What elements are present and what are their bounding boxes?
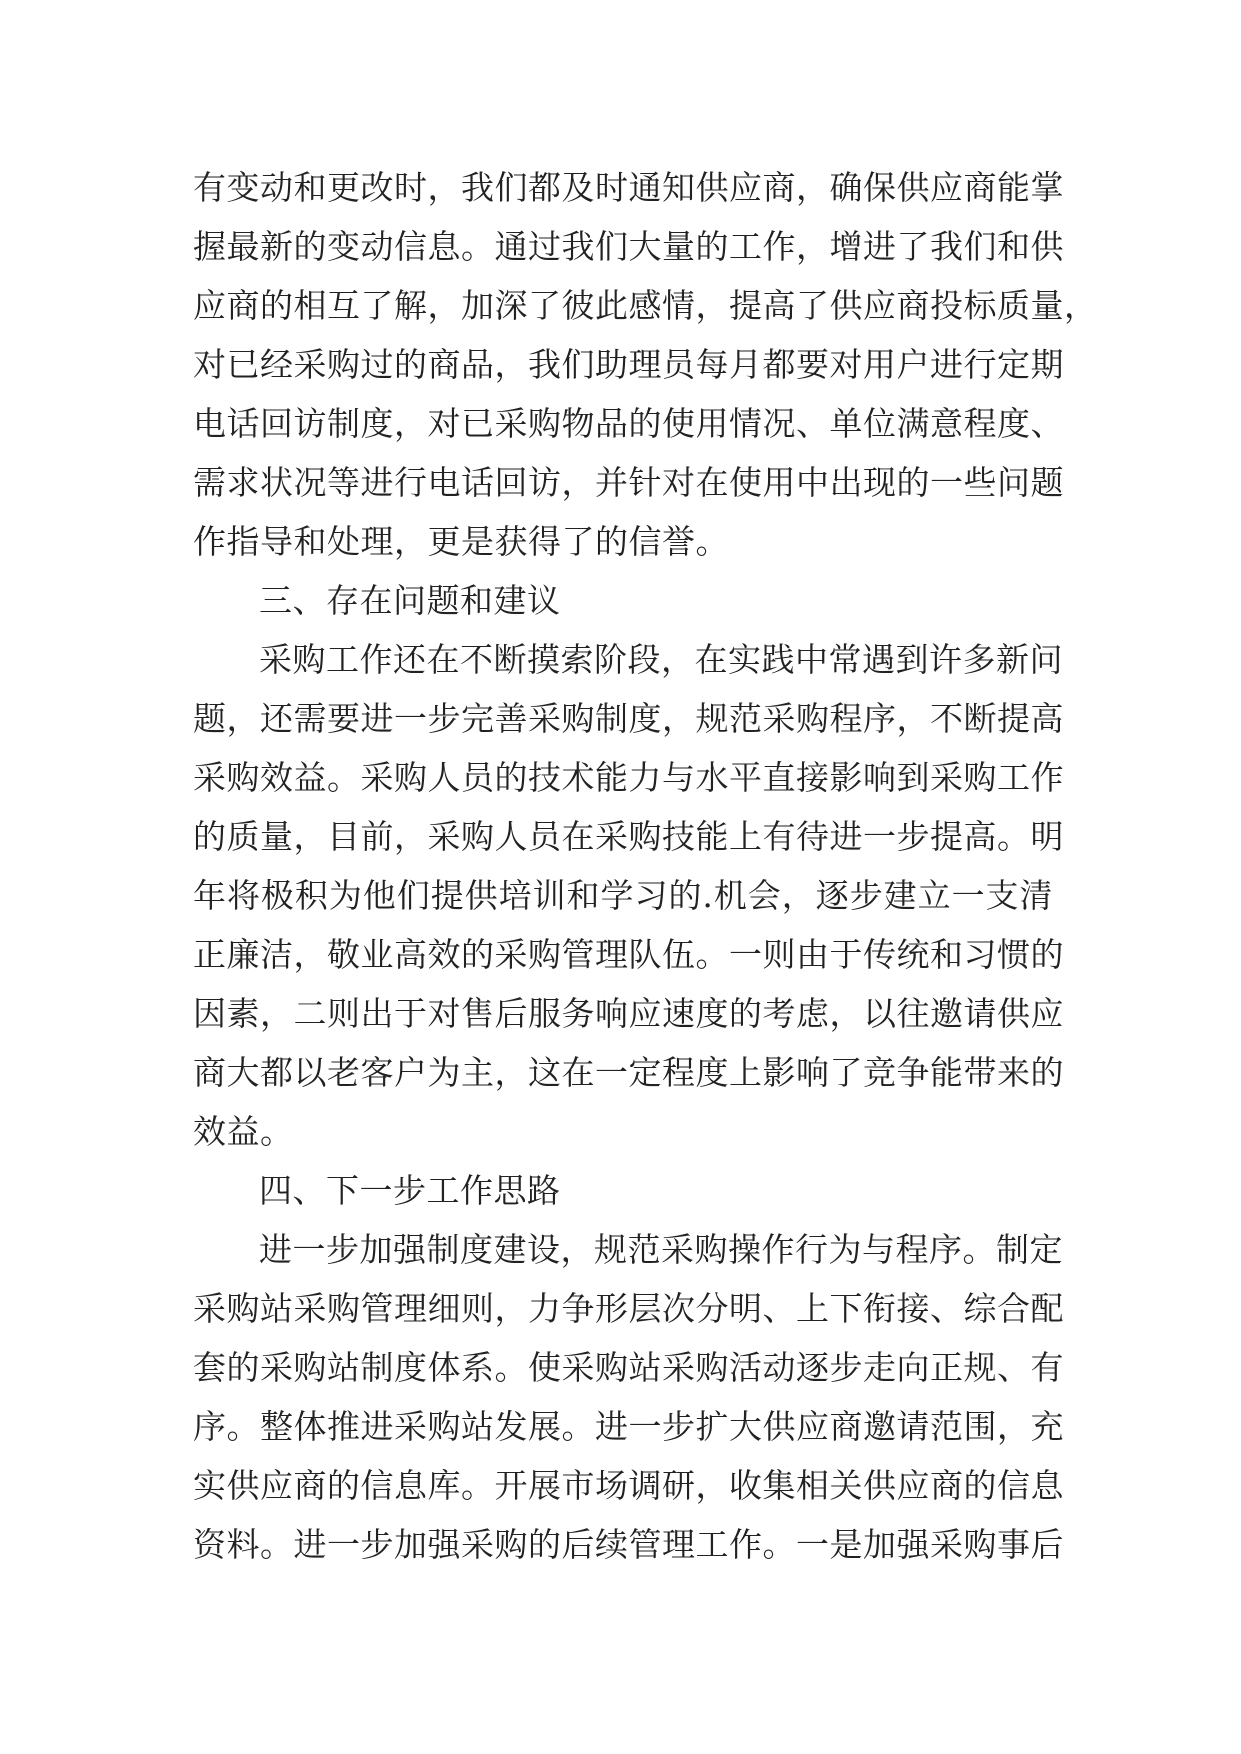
section-heading-4: 四、下一步工作思路 xyxy=(259,1171,561,1210)
text-line-10: 题，还需要进一步完善采购制度，规范采购程序，不断提高 xyxy=(193,699,1064,738)
text-line-23: 实供应商的信息库。开展市场调研，收集相关供应商的信息 xyxy=(193,1466,1064,1505)
text-line-17: 效益。 xyxy=(193,1112,294,1151)
text-line-6: 需求状况等进行电话回访，并针对在使用中出现的一些问题 xyxy=(193,463,1064,502)
text-line-13: 年将极积为他们提供培训和学习的.机会，逐步建立一支清 xyxy=(193,876,1053,915)
text-line-3: 应商的相互了解，加深了彼此感情，提高了供应商投标质量， xyxy=(193,286,1098,325)
text-line-11: 采购效益。采购人员的技术能力与水平直接影响到采购工作 xyxy=(193,758,1064,797)
text-line-19: 进一步加强制度建设，规范采购操作行为与程序。制定 xyxy=(259,1230,1063,1269)
text-line-16: 商大都以老客户为主，这在一定程度上影响了竞争能带来的 xyxy=(193,1053,1064,1092)
text-line-14: 正廉洁，敬业高效的采购管理队伍。一则由于传统和习惯的 xyxy=(193,935,1064,974)
text-line-4: 对已经采购过的商品，我们助理员每月都要对用户进行定期 xyxy=(193,345,1064,384)
text-line-2: 握最新的变动信息。通过我们大量的工作，增进了我们和供 xyxy=(193,227,1064,266)
text-line-24: 资料。进一步加强采购的后续管理工作。一是加强采购事后 xyxy=(193,1525,1064,1564)
text-line-15: 因素，二则出于对售后服务响应速度的考虑，以往邀请供应 xyxy=(193,994,1064,1033)
text-line-20: 采购站采购管理细则，力争形层次分明、上下衔接、综合配 xyxy=(193,1289,1064,1328)
text-line-22: 序。整体推进采购站发展。进一步扩大供应商邀请范围，充 xyxy=(193,1407,1064,1446)
text-line-21: 套的采购站制度体系。使采购站采购活动逐步走向正规、有 xyxy=(193,1348,1064,1387)
text-line-9: 采购工作还在不断摸索阶段，在实践中常遇到许多新问 xyxy=(259,640,1063,679)
text-line-5: 电话回访制度，对已采购物品的使用情况、单位满意程度、 xyxy=(193,404,1064,443)
section-heading-3: 三、存在问题和建议 xyxy=(259,581,561,620)
text-line-12: 的质量，目前，采购人员在采购技能上有待进一步提高。明 xyxy=(193,817,1064,856)
document-body xyxy=(193,158,1098,1574)
text-line-7: 作指导和处理，更是获得了的信誉。 xyxy=(193,522,729,561)
text-line-1: 有变动和更改时，我们都及时通知供应商，确保供应商能掌 xyxy=(193,168,1064,207)
